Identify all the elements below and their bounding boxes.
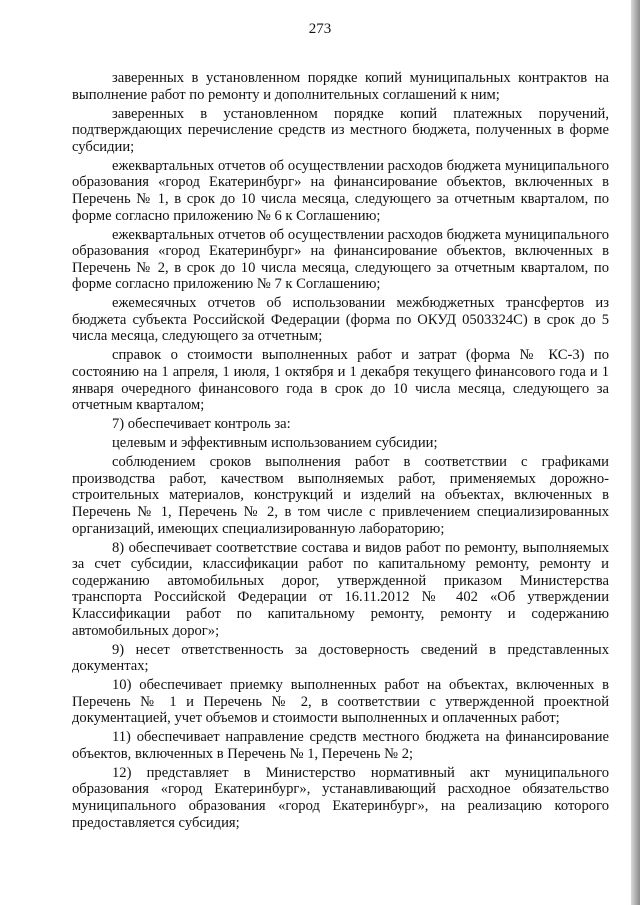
- paragraph: ежеквартальных отчетов об осуществлении расходов бюджета муниципального образования «город Екатеринбург» на финансирование объектов, включенных в Перечень № 2, в срок до 10 числа месяца, следующего за отчетным кварталом, по форме согласно приложению № 7 к Соглашению;: [72, 226, 609, 293]
- paragraph: заверенных в установленном порядке копий муниципальных контрактов на выполнение работ по ремонту и дополнительных соглашений к ним;: [72, 70, 609, 103]
- page-edge-shadow: [631, 0, 640, 905]
- paragraph: соблюдением сроков выполнения работ в соответствии с графиками производства работ, качеством выполняемых работ, применяемых дорожно-строительных материалов, конструкций и изделий на объектах, включенных в Перечень № 1, Перечень № 2, в том числе с привлечением специализированных организаций, имеющих специализированную лабораторию;: [72, 454, 609, 537]
- paragraph: заверенных в установленном порядке копий платежных поручений, подтверждающих перечисление средств из местного бюджета, полученных в форме субсидии;: [72, 105, 609, 155]
- paragraph: справок о стоимости выполненных работ и затрат (форма № КС-3) по состоянию на 1 апреля, 1 июля, 1 октября и 1 декабря текущего финансового года и 1 января очередного финансового года в срок до 10 числа месяца, следующего за отчетным кварталом;: [72, 347, 609, 414]
- paragraph: 8) обеспечивает соответствие состава и видов работ по ремонту, выполняемых за счет субсидии, классификации работ по капитальному ремонту, ремонту и содержанию автомобильных дорог, утвержденной приказом Министерства транспорта Российской Федерации от 16.11.2012 № 402 «Об утверждении Классификации работ по капитальному ремонту, ремонту и содержанию автомобильных дорог»;: [72, 539, 609, 639]
- paragraph: 7) обеспечивает контроль за:: [112, 416, 291, 433]
- page-number: 273: [308, 21, 332, 37]
- paragraph: целевым и эффективным использованием субсидии;: [112, 435, 438, 452]
- paragraph: ежемесячных отчетов об использовании межбюджетных трансфертов из бюджета субъекта Российской Федерации (форма по ОКУД 0503324С) в срок до 5 числа месяца, следующего за отчетным;: [72, 295, 609, 345]
- paragraph: 9) несет ответственность за достоверность сведений в представленных документах;: [72, 641, 609, 675]
- paragraph: 11) обеспечивает направление средств местного бюджета на финансирование объектов, включенных в Перечень № 1, Перечень № 2;: [72, 729, 609, 762]
- paragraph: ежеквартальных отчетов об осуществлении расходов бюджета муниципального образования «город Екатеринбург» на финансирование объектов, включенных в Перечень № 1, в срок до 10 числа месяца, следующего за отчетным кварталом, по форме согласно приложению № 6 к Соглашению;: [72, 157, 609, 224]
- document-body: [72, 70, 609, 834]
- paragraph: 10) обеспечивает приемку выполненных работ на объектах, включенных в Перечень № 1 и Перечень № 2, в соответствии с утвержденной проектной документацией, учет объемов и стоимости выполненных и оплаченных работ;: [72, 677, 609, 727]
- paragraph: 12) представляет в Министерство нормативный акт муниципального образования «город Екатеринбург», устанавливающий расходное обязательство муниципального образования «город Екатеринбург», на реализацию которого предоставляется субсидия;: [72, 764, 609, 831]
